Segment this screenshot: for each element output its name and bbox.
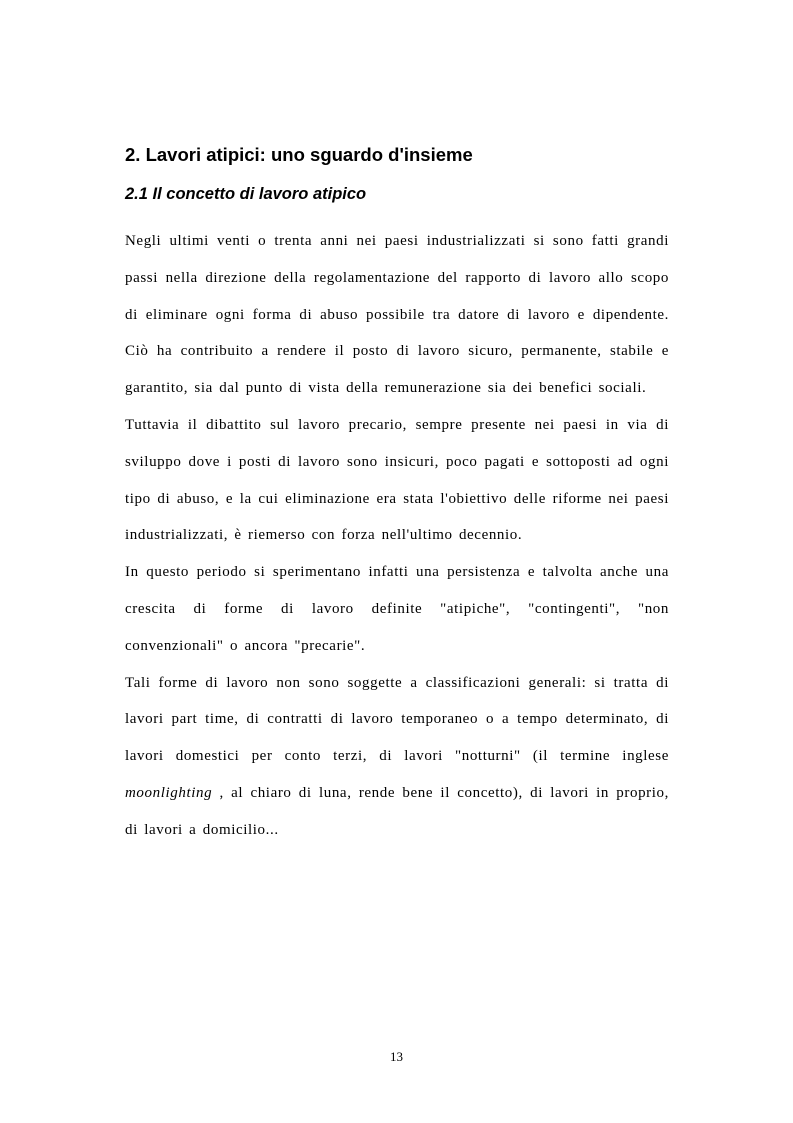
italic-term: moonlighting <box>125 784 213 801</box>
chapter-title: 2. Lavori atipici: uno sguardo d'insieme <box>125 144 473 165</box>
paragraph-1: Negli ultimi venti o trenta anni nei paesi industrializzati si sono fatti grandi passi nella direzione della regolamentazione del rapporto di lavoro allo scopo di eliminare ogni forma di abuso possibile tra datore di lavoro e dipendente. Ciò ha contribuito a rendere il posto di lavoro sicuro, permanente, stabile e garantito, sia dal punto di vista della remunerazione sia dei benefici sociali. <box>125 233 669 397</box>
paragraph-4-text-end: , al chiaro di luna, rende bene il concetto), di lavori in proprio, di lavori a domicilio... <box>125 784 669 838</box>
paragraph-3: In questo periodo si sperimentano infatti una persistenza e talvolta anche una crescita di forme di lavoro definite "atipiche", "contingenti", "non convenzionali" o ancora "precarie". <box>125 564 669 654</box>
page-number: 13 <box>390 1049 403 1064</box>
paragraph-4 <box>125 665 669 849</box>
paragraph-4-text-start: Tali forme di lavoro non sono soggette a classificazioni generali: si tratta di lavori part time, di contratti di lavoro temporaneo o a tempo determinato, di lavori domestici per conto terzi, di lavori "notturni" (il termine inglese <box>125 674 669 765</box>
section-title: 2.1 Il concetto di lavoro atipico <box>125 185 367 203</box>
body-text <box>125 223 669 849</box>
paragraph-2: Tuttavia il dibattito sul lavoro precario, sempre presente nei paesi in via di sviluppo dove i posti di lavoro sono insicuri, poco pagati e sottoposti ad ogni tipo di abuso, e la cui eliminazione era stata l'obiettivo delle riforme nei paesi industrializzati, è riemerso con forza nell'ultimo decennio. <box>125 416 669 544</box>
